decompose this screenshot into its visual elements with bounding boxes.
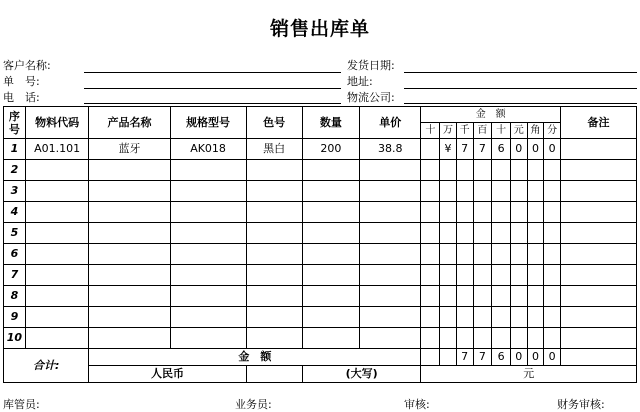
row-price[interactable] [360,286,421,307]
digit-header: 十 [421,123,440,139]
row-remark[interactable] [560,181,636,202]
row-seq: 7 [4,265,26,286]
row-digit[interactable] [492,286,511,307]
row-color[interactable] [246,160,302,181]
rmb-label: 人民币 [89,366,246,383]
digit-header: 千 [456,123,473,139]
row-digit[interactable] [527,307,544,328]
row-code[interactable] [25,265,89,286]
row-qty[interactable]: 200 [302,139,359,160]
row-digit[interactable] [527,265,544,286]
row-code[interactable] [25,223,89,244]
row-digit[interactable] [544,181,561,202]
row-seq: 9 [4,307,26,328]
row-digit[interactable] [510,181,527,202]
digit-header: 角 [527,123,544,139]
totals-row [4,349,637,366]
row-name[interactable]: 蓝牙 [89,139,170,160]
table-row [4,244,637,265]
row-color[interactable] [246,328,302,349]
table-row [4,265,637,286]
row-name[interactable] [89,202,170,223]
row-digit[interactable] [527,286,544,307]
row-price[interactable] [360,328,421,349]
row-qty[interactable] [302,202,359,223]
total-label: 合计: [4,349,89,383]
order-no-label: 单 号: [3,75,40,88]
row-code[interactable] [25,328,89,349]
col-spec-header: 规格型号 [170,107,246,139]
row-digit[interactable] [456,307,473,328]
row-name[interactable] [89,181,170,202]
row-digit[interactable]: 7 [473,139,492,160]
table-row [4,139,637,160]
row-digit[interactable] [544,244,561,265]
row-remark[interactable] [560,265,636,286]
ship-date-label: 发货日期: [347,59,395,72]
row-spec[interactable] [170,181,246,202]
row-digit[interactable] [544,307,561,328]
row-digit[interactable]: 0 [544,139,561,160]
row-digit[interactable] [544,328,561,349]
address-label: 地址: [347,75,373,88]
digit-header: 元 [510,123,527,139]
row-digit[interactable] [492,265,511,286]
row-qty[interactable] [302,160,359,181]
col-seq-header: 序号 [4,107,26,139]
row-code[interactable] [25,181,89,202]
row-digit[interactable] [440,265,457,286]
row-digit[interactable] [527,328,544,349]
row-digit[interactable] [527,181,544,202]
row-digit[interactable] [456,265,473,286]
row-seq: 6 [4,244,26,265]
row-digit[interactable] [473,160,492,181]
row-digit[interactable] [421,286,440,307]
reviewer-label: 审核: [404,398,430,411]
row-digit[interactable] [421,244,440,265]
row-price[interactable] [360,265,421,286]
col-amount-header: 金 额 [421,107,560,123]
row-digit[interactable] [510,160,527,181]
row-spec[interactable] [170,265,246,286]
rmb-spacer [246,366,302,383]
phone-label: 电 话: [3,91,40,104]
row-price[interactable] [360,202,421,223]
row-code[interactable] [25,244,89,265]
row-digit[interactable] [492,307,511,328]
row-color[interactable] [246,223,302,244]
row-name[interactable] [89,286,170,307]
row-qty[interactable] [302,286,359,307]
row-digit[interactable] [456,286,473,307]
col-color-header: 色号 [246,107,302,139]
row-name[interactable] [89,223,170,244]
row-digit[interactable] [421,307,440,328]
row-price[interactable] [360,307,421,328]
rmb-row [4,366,637,383]
row-color[interactable] [246,265,302,286]
total-digit: 0 [544,349,561,366]
table-row [4,328,637,349]
row-qty[interactable] [302,181,359,202]
total-digit: 7 [456,349,473,366]
row-digit[interactable] [544,202,561,223]
row-spec[interactable]: AK018 [170,139,246,160]
row-digit[interactable] [510,265,527,286]
row-digit[interactable] [421,181,440,202]
row-digit[interactable] [440,244,457,265]
row-spec[interactable] [170,244,246,265]
row-price[interactable] [360,244,421,265]
table-row [4,286,637,307]
row-digit[interactable] [544,286,561,307]
row-spec[interactable] [170,160,246,181]
row-digit[interactable] [456,328,473,349]
row-digit[interactable] [473,307,492,328]
total-digit: 0 [527,349,544,366]
row-color[interactable]: 黑白 [246,139,302,160]
row-digit[interactable] [527,223,544,244]
row-digit[interactable] [421,265,440,286]
salesman-label: 业务员: [235,398,272,411]
row-digit[interactable]: 6 [492,139,511,160]
row-price[interactable] [360,223,421,244]
col-code-header: 物料代码 [25,107,89,139]
row-spec[interactable] [170,286,246,307]
row-digit[interactable] [510,286,527,307]
row-digit[interactable]: 0 [527,139,544,160]
row-digit[interactable] [440,328,457,349]
row-qty[interactable] [302,265,359,286]
customer-field[interactable] [84,72,341,73]
address-field[interactable] [404,88,637,89]
row-digit[interactable] [440,181,457,202]
row-spec[interactable] [170,202,246,223]
row-digit[interactable] [492,244,511,265]
col-price-header: 单价 [360,107,421,139]
row-name[interactable] [89,265,170,286]
row-seq: 2 [4,160,26,181]
row-digit[interactable] [544,160,561,181]
row-digit[interactable] [456,160,473,181]
row-digit[interactable] [544,223,561,244]
table-row [4,223,637,244]
row-digit[interactable] [473,244,492,265]
row-spec[interactable] [170,307,246,328]
row-digit[interactable] [421,223,440,244]
row-qty[interactable] [302,307,359,328]
digit-header: 万 [440,123,457,139]
row-digit[interactable] [492,202,511,223]
phone-field[interactable] [84,103,341,104]
row-code[interactable] [25,160,89,181]
row-spec[interactable] [170,328,246,349]
row-digit[interactable] [421,160,440,181]
row-seq: 10 [4,328,26,349]
row-digit[interactable] [544,265,561,286]
row-digit[interactable] [492,181,511,202]
total-digit [421,349,440,366]
row-code[interactable] [25,307,89,328]
row-remark[interactable] [560,223,636,244]
row-price[interactable]: 38.8 [360,139,421,160]
yuan-label: 元 [523,367,535,380]
row-name[interactable] [89,244,170,265]
row-name[interactable] [89,307,170,328]
col-name-header: 产品名称 [89,107,170,139]
col-qty-header: 数量 [302,107,359,139]
table-row [4,181,637,202]
row-digit[interactable] [510,202,527,223]
row-color[interactable] [246,244,302,265]
row-seq: 4 [4,202,26,223]
row-code[interactable] [25,286,89,307]
row-digit[interactable] [473,181,492,202]
row-digit[interactable] [440,307,457,328]
digit-header: 分 [544,123,561,139]
row-digit[interactable] [473,202,492,223]
row-price[interactable] [360,160,421,181]
row-digit[interactable] [510,328,527,349]
row-digit[interactable] [440,160,457,181]
table-row [4,307,637,328]
row-seq: 5 [4,223,26,244]
row-digit[interactable] [473,265,492,286]
row-remark[interactable] [560,244,636,265]
row-spec[interactable] [170,223,246,244]
total-digit [440,349,457,366]
row-digit[interactable] [492,328,511,349]
row-qty[interactable] [302,223,359,244]
row-digit[interactable] [527,244,544,265]
row-code[interactable] [25,202,89,223]
digit-header: 百 [473,123,492,139]
row-digit[interactable] [473,328,492,349]
rmb-uppercase-field[interactable] [421,366,637,383]
row-seq: 3 [4,181,26,202]
customer-label: 客户名称: [3,59,51,72]
total-digit: 7 [473,349,492,366]
row-digit[interactable] [492,223,511,244]
finance-reviewer-label: 财务审核: [557,398,605,411]
row-digit[interactable] [473,223,492,244]
row-digit[interactable]: 0 [510,139,527,160]
table-row [4,202,637,223]
row-digit[interactable] [527,202,544,223]
row-name[interactable] [89,328,170,349]
row-digit[interactable] [527,160,544,181]
table-row [4,160,637,181]
logistics-field[interactable] [404,103,637,104]
logistics-label: 物流公司: [347,91,395,104]
total-digit: 6 [492,349,511,366]
row-color[interactable] [246,286,302,307]
row-qty[interactable] [302,328,359,349]
row-code[interactable]: A01.101 [25,139,89,160]
row-remark[interactable] [560,307,636,328]
row-color[interactable] [246,181,302,202]
row-remark[interactable] [560,202,636,223]
row-digit[interactable] [473,286,492,307]
total-digit: 0 [510,349,527,366]
row-digit[interactable] [440,202,457,223]
row-digit[interactable] [440,223,457,244]
digit-header: 十 [492,123,511,139]
row-digit[interactable] [421,202,440,223]
row-seq: 8 [4,286,26,307]
ship-date-field[interactable] [404,72,637,73]
row-digit[interactable] [456,202,473,223]
col-remark-header: 备注 [560,107,636,139]
warehouse-keeper-label: 库管员: [3,398,40,411]
total-amount-label: 金 额 [89,349,421,366]
order-no-field[interactable] [84,88,341,89]
row-remark[interactable] [560,160,636,181]
row-digit[interactable] [510,244,527,265]
row-digit[interactable] [440,286,457,307]
page-title: 销售出库单 [269,18,370,40]
row-digit[interactable] [421,139,440,160]
row-digit[interactable] [456,244,473,265]
row-digit[interactable] [456,181,473,202]
row-qty[interactable] [302,244,359,265]
row-digit[interactable] [510,223,527,244]
row-digit[interactable] [510,307,527,328]
row-digit[interactable] [421,328,440,349]
row-digit[interactable] [492,160,511,181]
row-color[interactable] [246,307,302,328]
row-remark[interactable] [560,286,636,307]
row-remark[interactable] [560,328,636,349]
row-digit[interactable]: 7 [456,139,473,160]
row-remark[interactable] [560,139,636,160]
row-price[interactable] [360,181,421,202]
row-seq: 1 [4,139,26,160]
row-digit[interactable]: ¥ [440,139,457,160]
row-name[interactable] [89,160,170,181]
total-remark [560,349,636,366]
row-digit[interactable] [456,223,473,244]
row-color[interactable] [246,202,302,223]
uppercase-label: (大写) [302,366,421,383]
outbound-table [3,106,637,383]
